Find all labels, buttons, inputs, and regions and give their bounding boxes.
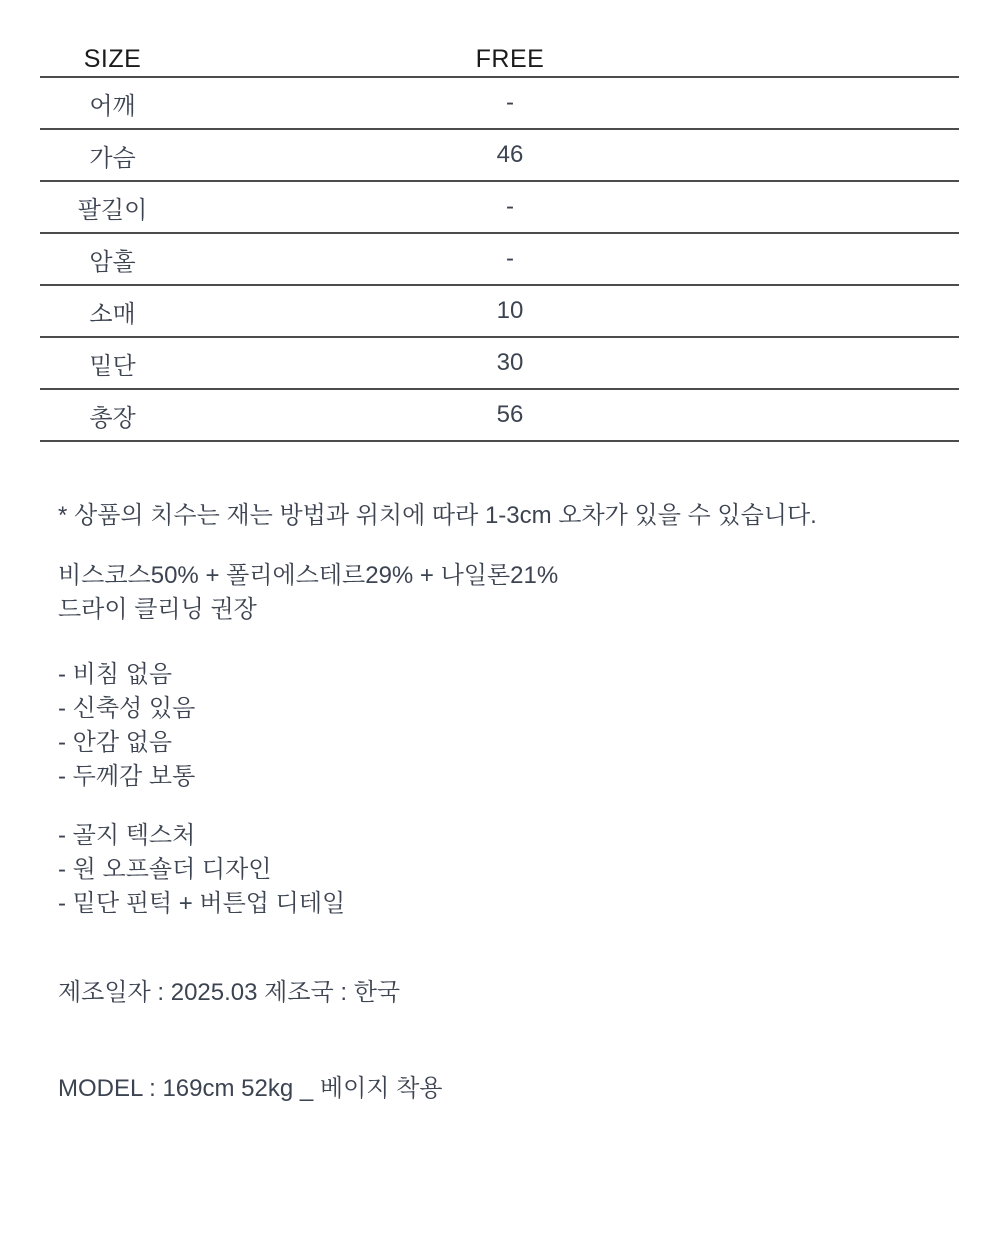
measurement-value: 56	[496, 401, 524, 428]
size-disclaimer: * 상품의 치수는 재는 방법과 위치에 따라 1-3cm 오차가 있을 수 있습니다.	[58, 502, 817, 529]
measurement-value: 46	[496, 141, 524, 168]
table-row	[40, 130, 959, 182]
measurement-label: 소매	[89, 300, 136, 328]
measurement-value: 30	[496, 349, 524, 376]
table-row	[40, 182, 959, 234]
design-detail-item: - 골지 텍스처	[58, 822, 196, 849]
design-detail-item: - 원 오프숄더 디자인	[58, 856, 272, 883]
size-column-header: SIZE	[83, 44, 142, 73]
table-row	[40, 234, 959, 286]
free-column-header: FREE	[475, 44, 545, 73]
fabric-property-item: - 신축성 있음	[58, 695, 196, 722]
measurement-value: -	[506, 245, 514, 272]
measurement-label: 가슴	[89, 144, 136, 172]
manufacture-info: 제조일자 : 2025.03 제조국 : 한국	[58, 979, 401, 1006]
measurement-label: 총장	[89, 404, 136, 432]
model-info: MODEL : 169cm 52kg _ 베이지 착용	[58, 1075, 443, 1102]
fabric-info	[58, 559, 960, 627]
table-row	[40, 338, 959, 390]
measurement-label: 팔길이	[77, 196, 148, 224]
table-row	[40, 78, 959, 130]
measurement-value: 10	[496, 297, 524, 324]
measurement-value: -	[506, 193, 514, 220]
fabric-properties-list	[58, 658, 960, 794]
fabric-composition: 비스코스50% + 폴리에스테르29% + 나일론21%	[58, 562, 559, 589]
size-table-header	[40, 42, 959, 78]
product-notes	[58, 499, 960, 1106]
measurement-label: 밑단	[89, 352, 136, 380]
table-row	[40, 390, 959, 442]
design-detail-item: - 밑단 핀턱 + 버튼업 디테일	[58, 890, 346, 917]
measurement-label: 어깨	[89, 92, 136, 120]
fabric-property-item: - 두께감 보통	[58, 763, 196, 790]
care-instruction: 드라이 클리닝 권장	[58, 596, 257, 623]
table-row	[40, 286, 959, 338]
fabric-property-item: - 안감 없음	[58, 729, 173, 756]
measurement-label: 암홀	[89, 248, 136, 276]
design-details-list	[58, 819, 960, 921]
measurement-value: -	[506, 89, 514, 116]
size-table	[40, 42, 959, 442]
fabric-property-item: - 비침 없음	[58, 661, 173, 688]
